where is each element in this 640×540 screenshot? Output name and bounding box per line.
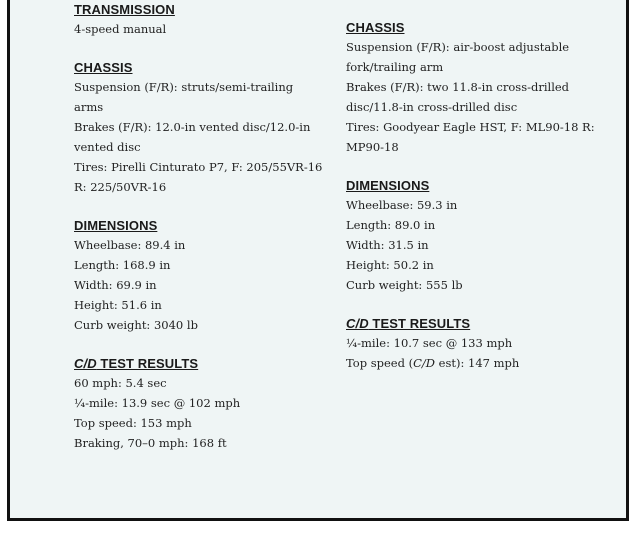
heading-rest: TEST RESULTS (96, 356, 199, 371)
spec-line: 60 mph: 5.4 sec (74, 376, 167, 390)
spec-line: Curb weight: 555 lb (346, 278, 463, 292)
spec-panel (7, 0, 629, 521)
test-results-section (346, 315, 606, 373)
spec-line (346, 353, 606, 373)
spec-line: ¼-mile: 10.7 sec @ 133 mph (346, 336, 513, 350)
section-heading: CHASSIS (346, 20, 405, 35)
section-heading (74, 355, 324, 373)
dimensions-section (346, 177, 606, 295)
right-column (346, 0, 606, 373)
spec-line: ¼-mile: 13.9 sec @ 102 mph (74, 396, 241, 410)
spec-line: Length: 168.9 in (74, 258, 171, 272)
section-heading: CHASSIS (74, 60, 133, 75)
top-speed-prefix: Top speed ( (346, 356, 414, 370)
spec-line: Brakes (F/R): 12.0-in vented disc/12.0-in (74, 120, 311, 134)
spec-line: Width: 69.9 in (74, 278, 157, 292)
transmission-section (74, 1, 324, 39)
heading-rest: TEST RESULTS (368, 316, 471, 331)
section-heading: DIMENSIONS (74, 218, 158, 233)
spec-line: R: 225/50VR-16 (74, 180, 167, 194)
chassis-section (74, 59, 324, 197)
spec-line: fork/trailing arm (346, 60, 444, 74)
spec-line: Wheelbase: 89.4 in (74, 238, 186, 252)
spec-line: Top speed: 153 mph (74, 416, 192, 430)
spec-line: Tires: Goodyear Eagle HST, F: ML90-18 R: (346, 120, 595, 134)
section-heading: DIMENSIONS (346, 178, 430, 193)
spec-line: arms (74, 100, 104, 114)
chassis-section (346, 19, 606, 157)
spec-line: Length: 89.0 in (346, 218, 436, 232)
spec-line: Suspension (F/R): struts/semi-trailing (74, 80, 294, 94)
spec-line: Tires: Pirelli Cinturato P7, F: 205/55VR-16 (74, 160, 323, 174)
spec-line: disc/11.8-in cross-drilled disc (346, 100, 518, 114)
spec-line: 4-speed manual (74, 22, 167, 36)
spec-line: Braking, 70–0 mph: 168 ft (74, 436, 227, 450)
spec-line: Wheelbase: 59.3 in (346, 198, 458, 212)
spec-line: vented disc (74, 140, 141, 154)
spec-line: MP90-18 (346, 140, 399, 154)
top-speed-italic: C/D (413, 356, 436, 370)
left-column (74, 0, 324, 453)
section-heading: TRANSMISSION (74, 2, 175, 17)
spec-line: Suspension (F/R): air-boost adjustable (346, 40, 570, 54)
spec-line: Height: 50.2 in (346, 258, 434, 272)
spec-line: Height: 51.6 in (74, 298, 162, 312)
spec-line: Width: 31.5 in (346, 238, 429, 252)
heading-italic: C/D (74, 356, 97, 371)
section-heading (346, 315, 606, 333)
top-speed-suffix: est): 147 mph (435, 356, 520, 370)
spec-line: Curb weight: 3040 lb (74, 318, 198, 332)
heading-italic: C/D (346, 316, 369, 331)
dimensions-section (74, 217, 324, 335)
test-results-section (74, 355, 324, 453)
spec-line: Brakes (F/R): two 11.8-in cross-drilled (346, 80, 570, 94)
